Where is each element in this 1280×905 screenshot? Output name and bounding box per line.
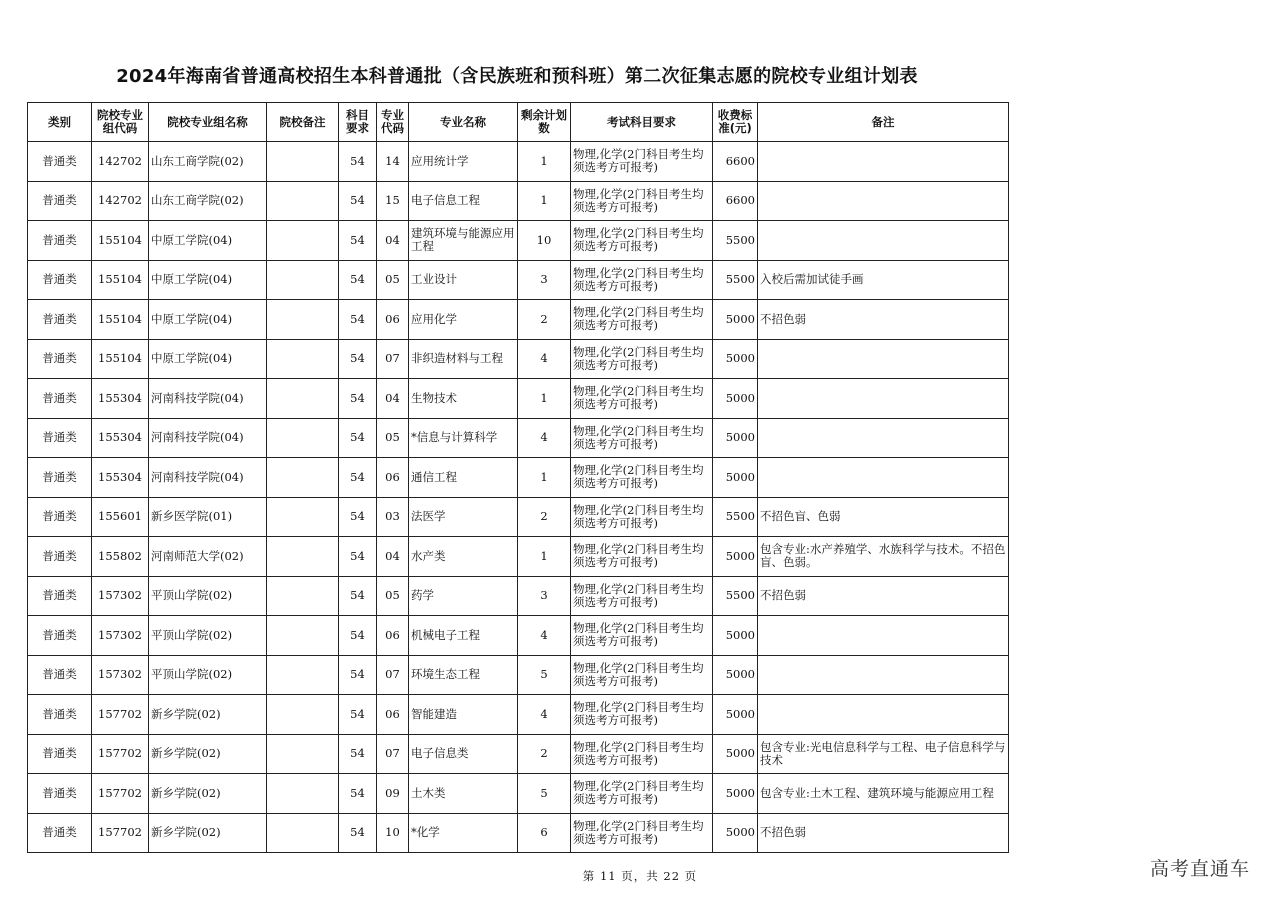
- major-code-cell: 15: [377, 181, 409, 221]
- col-header: 类别: [28, 103, 92, 142]
- fee-cell: 6600: [713, 181, 758, 221]
- category-cell: 普通类: [28, 260, 92, 300]
- note-cell: [758, 616, 1009, 656]
- subject-req-cell: 54: [339, 576, 377, 616]
- subject-req-cell: 54: [339, 458, 377, 498]
- school-note-cell: [267, 379, 339, 419]
- plan-table: [27, 102, 1009, 853]
- exam-req-cell: 物理,化学(2门科目考生均须选考方可报考): [571, 142, 713, 182]
- group-name-cell: 河南科技学院(04): [149, 458, 267, 498]
- major-code-cell: 07: [377, 734, 409, 774]
- category-cell: 普通类: [28, 655, 92, 695]
- remaining-cell: 1: [518, 181, 571, 221]
- subject-req-cell: 54: [339, 300, 377, 340]
- col-header: 专业代码: [377, 103, 409, 142]
- table-row: [28, 221, 1009, 261]
- table-row: [28, 260, 1009, 300]
- exam-req-cell: 物理,化学(2门科目考生均须选考方可报考): [571, 655, 713, 695]
- note-cell: [758, 655, 1009, 695]
- school-note-cell: [267, 537, 339, 577]
- subject-req-cell: 54: [339, 734, 377, 774]
- table-row: [28, 418, 1009, 458]
- major-code-cell: 06: [377, 300, 409, 340]
- table-row: [28, 695, 1009, 735]
- remaining-cell: 4: [518, 695, 571, 735]
- group-name-cell: 中原工学院(04): [149, 260, 267, 300]
- group-code-cell: 157302: [92, 655, 149, 695]
- major-name-cell: 土木类: [409, 774, 518, 814]
- major-name-cell: 电子信息类: [409, 734, 518, 774]
- exam-req-cell: 物理,化学(2门科目考生均须选考方可报考): [571, 813, 713, 853]
- school-note-cell: [267, 142, 339, 182]
- category-cell: 普通类: [28, 181, 92, 221]
- subject-req-cell: 54: [339, 497, 377, 537]
- exam-req-cell: 物理,化学(2门科目考生均须选考方可报考): [571, 339, 713, 379]
- subject-req-cell: 54: [339, 418, 377, 458]
- fee-cell: 5000: [713, 418, 758, 458]
- remaining-cell: 10: [518, 221, 571, 261]
- subject-req-cell: 54: [339, 695, 377, 735]
- fee-cell: 5000: [713, 616, 758, 656]
- page-number: 第 11 页，共 22 页: [582, 869, 698, 883]
- school-note-cell: [267, 616, 339, 656]
- table-body: [28, 142, 1009, 853]
- col-header: 剩余计划数: [518, 103, 571, 142]
- group-code-cell: 157702: [92, 774, 149, 814]
- table-row: [28, 300, 1009, 340]
- col-header: 考试科目要求: [571, 103, 713, 142]
- major-code-cell: 07: [377, 339, 409, 379]
- remaining-cell: 4: [518, 616, 571, 656]
- exam-req-cell: 物理,化学(2门科目考生均须选考方可报考): [571, 576, 713, 616]
- subject-req-cell: 54: [339, 221, 377, 261]
- school-note-cell: [267, 221, 339, 261]
- note-cell: 不招色弱: [758, 300, 1009, 340]
- school-note-cell: [267, 576, 339, 616]
- category-cell: 普通类: [28, 497, 92, 537]
- fee-cell: 5000: [713, 695, 758, 735]
- category-cell: 普通类: [28, 537, 92, 577]
- category-cell: 普通类: [28, 695, 92, 735]
- group-name-cell: 河南师范大学(02): [149, 537, 267, 577]
- group-code-cell: 155304: [92, 379, 149, 419]
- group-name-cell: 新乡学院(02): [149, 774, 267, 814]
- group-code-cell: 155802: [92, 537, 149, 577]
- category-cell: 普通类: [28, 418, 92, 458]
- remaining-cell: 2: [518, 734, 571, 774]
- fee-cell: 5000: [713, 813, 758, 853]
- remaining-cell: 5: [518, 655, 571, 695]
- note-cell: 包含专业:光电信息科学与工程、电子信息科学与技术: [758, 734, 1009, 774]
- group-code-cell: 157302: [92, 616, 149, 656]
- group-name-cell: 新乡学院(02): [149, 734, 267, 774]
- fee-cell: 5000: [713, 339, 758, 379]
- fee-cell: 5500: [713, 260, 758, 300]
- major-name-cell: 应用统计学: [409, 142, 518, 182]
- fee-cell: 5000: [713, 300, 758, 340]
- subject-req-cell: 54: [339, 142, 377, 182]
- exam-req-cell: 物理,化学(2门科目考生均须选考方可报考): [571, 497, 713, 537]
- table-row: [28, 616, 1009, 656]
- major-code-cell: 04: [377, 221, 409, 261]
- subject-req-cell: 54: [339, 260, 377, 300]
- school-note-cell: [267, 813, 339, 853]
- school-note-cell: [267, 260, 339, 300]
- col-header: 院校专业组名称: [149, 103, 267, 142]
- major-name-cell: *化学: [409, 813, 518, 853]
- major-code-cell: 04: [377, 379, 409, 419]
- exam-req-cell: 物理,化学(2门科目考生均须选考方可报考): [571, 300, 713, 340]
- remaining-cell: 1: [518, 537, 571, 577]
- fee-cell: 5000: [713, 379, 758, 419]
- table-row: [28, 734, 1009, 774]
- group-name-cell: 河南科技学院(04): [149, 418, 267, 458]
- note-cell: 不招色弱: [758, 813, 1009, 853]
- school-note-cell: [267, 418, 339, 458]
- exam-req-cell: 物理,化学(2门科目考生均须选考方可报考): [571, 221, 713, 261]
- group-name-cell: 中原工学院(04): [149, 300, 267, 340]
- exam-req-cell: 物理,化学(2门科目考生均须选考方可报考): [571, 379, 713, 419]
- category-cell: 普通类: [28, 734, 92, 774]
- major-code-cell: 05: [377, 260, 409, 300]
- note-cell: 不招色弱: [758, 576, 1009, 616]
- major-name-cell: *信息与计算科学: [409, 418, 518, 458]
- category-cell: 普通类: [28, 379, 92, 419]
- group-code-cell: 155304: [92, 418, 149, 458]
- remaining-cell: 1: [518, 458, 571, 498]
- category-cell: 普通类: [28, 142, 92, 182]
- exam-req-cell: 物理,化学(2门科目考生均须选考方可报考): [571, 774, 713, 814]
- school-note-cell: [267, 497, 339, 537]
- fee-cell: 6600: [713, 142, 758, 182]
- major-name-cell: 电子信息工程: [409, 181, 518, 221]
- subject-req-cell: 54: [339, 339, 377, 379]
- remaining-cell: 1: [518, 142, 571, 182]
- group-name-cell: 中原工学院(04): [149, 339, 267, 379]
- major-name-cell: 环境生态工程: [409, 655, 518, 695]
- exam-req-cell: 物理,化学(2门科目考生均须选考方可报考): [571, 458, 713, 498]
- category-cell: 普通类: [28, 774, 92, 814]
- note-cell: 不招色盲、色弱: [758, 497, 1009, 537]
- fee-cell: 5000: [713, 655, 758, 695]
- category-cell: 普通类: [28, 339, 92, 379]
- major-code-cell: 14: [377, 142, 409, 182]
- exam-req-cell: 物理,化学(2门科目考生均须选考方可报考): [571, 695, 713, 735]
- group-code-cell: 142702: [92, 142, 149, 182]
- remaining-cell: 4: [518, 339, 571, 379]
- watermark: 高考直通车: [1149, 858, 1250, 880]
- col-header: 院校备注: [267, 103, 339, 142]
- exam-req-cell: 物理,化学(2门科目考生均须选考方可报考): [571, 260, 713, 300]
- fee-cell: 5500: [713, 221, 758, 261]
- col-header: 科目要求: [339, 103, 377, 142]
- category-cell: 普通类: [28, 576, 92, 616]
- note-cell: [758, 458, 1009, 498]
- subject-req-cell: 54: [339, 655, 377, 695]
- school-note-cell: [267, 695, 339, 735]
- table-row: [28, 774, 1009, 814]
- major-name-cell: 生物技术: [409, 379, 518, 419]
- major-code-cell: 07: [377, 655, 409, 695]
- group-code-cell: 155601: [92, 497, 149, 537]
- major-name-cell: 法医学: [409, 497, 518, 537]
- major-code-cell: 04: [377, 537, 409, 577]
- table-row: [28, 142, 1009, 182]
- remaining-cell: 4: [518, 418, 571, 458]
- group-name-cell: 新乡学院(02): [149, 813, 267, 853]
- school-note-cell: [267, 734, 339, 774]
- category-cell: 普通类: [28, 221, 92, 261]
- table-row: [28, 339, 1009, 379]
- group-code-cell: 142702: [92, 181, 149, 221]
- group-name-cell: 新乡医学院(01): [149, 497, 267, 537]
- exam-req-cell: 物理,化学(2门科目考生均须选考方可报考): [571, 418, 713, 458]
- group-name-cell: 平顶山学院(02): [149, 576, 267, 616]
- school-note-cell: [267, 339, 339, 379]
- col-header: 专业名称: [409, 103, 518, 142]
- fee-cell: 5500: [713, 576, 758, 616]
- subject-req-cell: 54: [339, 813, 377, 853]
- category-cell: 普通类: [28, 813, 92, 853]
- note-cell: [758, 418, 1009, 458]
- major-code-cell: 10: [377, 813, 409, 853]
- table-row: [28, 813, 1009, 853]
- subject-req-cell: 54: [339, 774, 377, 814]
- major-code-cell: 05: [377, 418, 409, 458]
- category-cell: 普通类: [28, 458, 92, 498]
- group-code-cell: 157702: [92, 734, 149, 774]
- table-header-row: [28, 103, 1009, 142]
- remaining-cell: 3: [518, 576, 571, 616]
- table-row: [28, 655, 1009, 695]
- note-cell: 包含专业:水产养殖学、水族科学与技术。不招色盲、色弱。: [758, 537, 1009, 577]
- note-cell: [758, 695, 1009, 735]
- fee-cell: 5000: [713, 537, 758, 577]
- subject-req-cell: 54: [339, 537, 377, 577]
- col-header: 收费标准(元): [713, 103, 758, 142]
- school-note-cell: [267, 458, 339, 498]
- school-note-cell: [267, 181, 339, 221]
- subject-req-cell: 54: [339, 616, 377, 656]
- major-name-cell: 智能建造: [409, 695, 518, 735]
- col-header: 院校专业组代码: [92, 103, 149, 142]
- group-name-cell: 平顶山学院(02): [149, 655, 267, 695]
- school-note-cell: [267, 655, 339, 695]
- category-cell: 普通类: [28, 300, 92, 340]
- table-row: [28, 576, 1009, 616]
- table-row: [28, 497, 1009, 537]
- major-name-cell: 非织造材料与工程: [409, 339, 518, 379]
- school-note-cell: [267, 774, 339, 814]
- note-cell: 包含专业:土木工程、建筑环境与能源应用工程: [758, 774, 1009, 814]
- group-name-cell: 山东工商学院(02): [149, 142, 267, 182]
- group-name-cell: 河南科技学院(04): [149, 379, 267, 419]
- remaining-cell: 2: [518, 497, 571, 537]
- major-name-cell: 机械电子工程: [409, 616, 518, 656]
- major-name-cell: 建筑环境与能源应用工程: [409, 221, 518, 261]
- fee-cell: 5000: [713, 774, 758, 814]
- major-name-cell: 应用化学: [409, 300, 518, 340]
- table-row: [28, 379, 1009, 419]
- col-header: 备注: [758, 103, 1009, 142]
- major-code-cell: 06: [377, 616, 409, 656]
- group-code-cell: 155304: [92, 458, 149, 498]
- major-name-cell: 通信工程: [409, 458, 518, 498]
- group-code-cell: 155104: [92, 221, 149, 261]
- note-cell: [758, 221, 1009, 261]
- major-code-cell: 09: [377, 774, 409, 814]
- major-name-cell: 工业设计: [409, 260, 518, 300]
- major-code-cell: 06: [377, 695, 409, 735]
- exam-req-cell: 物理,化学(2门科目考生均须选考方可报考): [571, 734, 713, 774]
- remaining-cell: 5: [518, 774, 571, 814]
- group-name-cell: 山东工商学院(02): [149, 181, 267, 221]
- major-code-cell: 03: [377, 497, 409, 537]
- group-code-cell: 157302: [92, 576, 149, 616]
- note-cell: 入校后需加试徒手画: [758, 260, 1009, 300]
- remaining-cell: 3: [518, 260, 571, 300]
- group-code-cell: 155104: [92, 260, 149, 300]
- note-cell: [758, 339, 1009, 379]
- remaining-cell: 1: [518, 379, 571, 419]
- remaining-cell: 2: [518, 300, 571, 340]
- note-cell: [758, 142, 1009, 182]
- group-code-cell: 155104: [92, 300, 149, 340]
- fee-cell: 5500: [713, 497, 758, 537]
- page-title: 2024年海南省普通高校招生本科普通批（含民族班和预科班）第二次征集志愿的院校专业组计划表: [116, 66, 918, 87]
- group-code-cell: 157702: [92, 695, 149, 735]
- group-name-cell: 平顶山学院(02): [149, 616, 267, 656]
- subject-req-cell: 54: [339, 181, 377, 221]
- group-code-cell: 157702: [92, 813, 149, 853]
- table-row: [28, 537, 1009, 577]
- remaining-cell: 6: [518, 813, 571, 853]
- fee-cell: 5000: [713, 458, 758, 498]
- note-cell: [758, 379, 1009, 419]
- note-cell: [758, 181, 1009, 221]
- exam-req-cell: 物理,化学(2门科目考生均须选考方可报考): [571, 537, 713, 577]
- group-name-cell: 中原工学院(04): [149, 221, 267, 261]
- category-cell: 普通类: [28, 616, 92, 656]
- table-row: [28, 458, 1009, 498]
- school-note-cell: [267, 300, 339, 340]
- exam-req-cell: 物理,化学(2门科目考生均须选考方可报考): [571, 616, 713, 656]
- major-name-cell: 药学: [409, 576, 518, 616]
- major-name-cell: 水产类: [409, 537, 518, 577]
- major-code-cell: 06: [377, 458, 409, 498]
- exam-req-cell: 物理,化学(2门科目考生均须选考方可报考): [571, 181, 713, 221]
- table-row: [28, 181, 1009, 221]
- group-name-cell: 新乡学院(02): [149, 695, 267, 735]
- group-code-cell: 155104: [92, 339, 149, 379]
- fee-cell: 5000: [713, 734, 758, 774]
- major-code-cell: 05: [377, 576, 409, 616]
- subject-req-cell: 54: [339, 379, 377, 419]
